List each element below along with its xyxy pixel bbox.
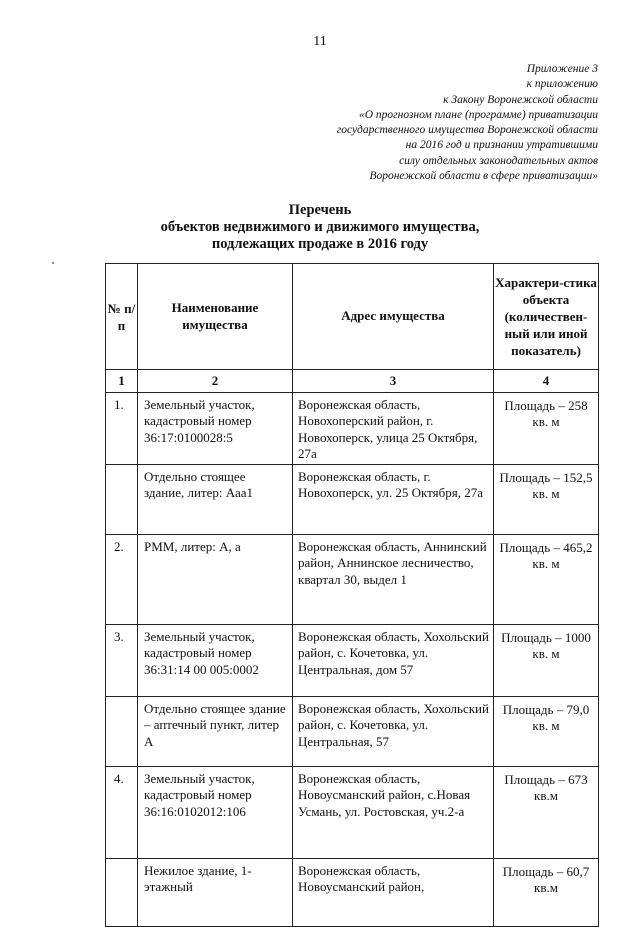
row-name: Земельный участок, кадастровый номер 36:16:0102012:106 [138, 767, 293, 859]
table-row [106, 767, 599, 859]
page-number: 11 [313, 34, 327, 49]
row-address: Воронежская область, Новоусманский район, [293, 859, 494, 927]
title-line: подлежащих продаже в 2016 году [211, 236, 429, 252]
header-address: Адрес имущества [293, 264, 494, 370]
table-row [106, 697, 599, 767]
appendix-line: Воронежской области в сфере приватизации» [369, 170, 598, 183]
row-name: РММ, литер: А, а [138, 535, 293, 625]
scan-speck [52, 262, 54, 264]
row-name: Отдельно стоящее здание – аптечный пункт, литер А [138, 697, 293, 767]
table-row [106, 393, 599, 465]
document-title [0, 202, 640, 253]
row-characteristic: Площадь – 465,2 кв. м [494, 535, 599, 625]
appendix-line: «О прогнозном плане (программе) приватизации [358, 108, 598, 121]
column-number: 1 [106, 370, 138, 393]
row-number: 2. [106, 535, 138, 625]
header-num: № п/п [106, 264, 138, 370]
property-table [105, 263, 599, 927]
row-characteristic: Площадь – 60,7 кв.м [494, 859, 599, 927]
row-number: 1. [106, 393, 138, 465]
row-name: Нежилое здание, 1-этажный [138, 859, 293, 927]
row-characteristic: Площадь – 1000 кв. м [494, 625, 599, 697]
appendix-note [238, 62, 598, 184]
row-characteristic: Площадь – 258 кв. м [494, 393, 599, 465]
column-number: 3 [293, 370, 494, 393]
title-line: объектов недвижимого и движимого имущества, [160, 219, 480, 235]
row-name: Земельный участок, кадастровый номер 36:17:0100028:5 [138, 393, 293, 465]
appendix-line: Приложение 3 [526, 63, 598, 75]
row-address: Воронежская область, Хохольский район, с. Кочетовка, ул. Центральная, 57 [293, 697, 494, 767]
row-number: 3. [106, 625, 138, 697]
row-number [106, 697, 138, 767]
appendix-line: к Закону Воронежской области [443, 93, 598, 106]
row-name: Земельный участок, кадастровый номер 36:31:14 00 005:0002 [138, 625, 293, 697]
row-address: Воронежская область, Аннинский район, Аннинское лесничество, квартал 30, выдел 1 [293, 535, 494, 625]
row-characteristic: Площадь – 673 кв.м [494, 767, 599, 859]
row-address: Воронежская область, г. Новохоперск, ул. 25 Октября, 27а [293, 465, 494, 535]
table-row [106, 625, 599, 697]
header-name: Наименование имущества [138, 264, 293, 370]
row-number: 4. [106, 767, 138, 859]
row-name: Отдельно стоящее здание, литер: Ааа1 [138, 465, 293, 535]
column-number: 4 [494, 370, 599, 393]
column-number: 2 [138, 370, 293, 393]
row-address: Воронежская область, Хохольский район, с. Кочетовка, ул. Центральная, дом 57 [293, 625, 494, 697]
header-characteristic: Характери-стика объекта (количествен-ный или иной показатель) [494, 264, 599, 370]
row-number [106, 859, 138, 927]
appendix-line: силу отдельных законодательных актов [399, 154, 598, 167]
row-characteristic: Площадь – 152,5 кв. м [494, 465, 599, 535]
column-number-row [106, 370, 599, 393]
row-address: Воронежская область, Новоусманский район, с.Новая Усмань, ул. Ростовская, уч.2-а [293, 767, 494, 859]
appendix-line: государственного имущества Воронежской области [336, 124, 598, 137]
row-number [106, 465, 138, 535]
table-header-row [106, 264, 599, 370]
title-line: Перечень [288, 202, 352, 218]
row-address: Воронежская область, Новохоперский район, г. Новохоперск, улица 25 Октября, 27а [293, 393, 494, 465]
table-row [106, 465, 599, 535]
row-characteristic: Площадь – 79,0 кв. м [494, 697, 599, 767]
table-row [106, 535, 599, 625]
table-row [106, 859, 599, 927]
appendix-line: на 2016 год и признании утратившими [405, 139, 598, 152]
appendix-line: к приложению [526, 78, 598, 91]
